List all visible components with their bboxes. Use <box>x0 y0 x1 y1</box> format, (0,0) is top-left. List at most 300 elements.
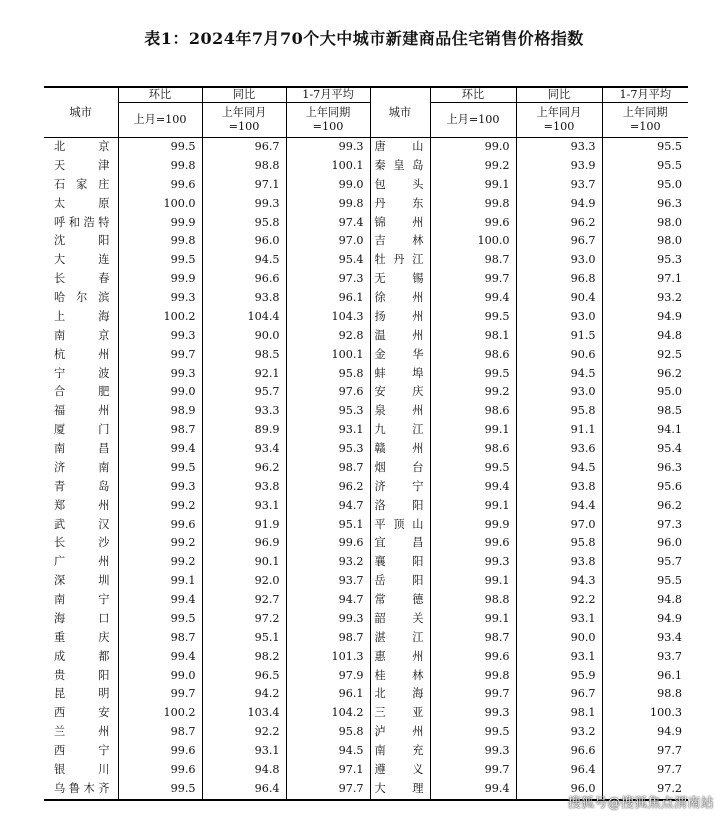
yoy-left-cell: 96.7 <box>202 138 286 157</box>
city-right-cell: 岳阳 <box>370 572 430 591</box>
city-right-cell: 北海 <box>370 685 430 704</box>
table-row <box>44 723 688 742</box>
avg-right-cell: 95.0 <box>602 176 688 195</box>
header-mom-base-right: 上月=100 <box>430 103 516 138</box>
city-left-cell: 深圳 <box>54 574 110 588</box>
mom-right-cell: 99.4 <box>430 780 516 800</box>
avg-left-cell: 99.3 <box>286 138 370 157</box>
mom-left-cell: 99.4 <box>118 648 202 667</box>
avg-right-cell: 97.7 <box>602 761 688 780</box>
mom-left-cell: 99.8 <box>118 157 202 176</box>
yoy-left-cell: 92.0 <box>202 572 286 591</box>
mom-left-cell: 99.9 <box>118 214 202 233</box>
yoy-left-cell: 96.4 <box>202 780 286 800</box>
city-right-cell: 襄阳 <box>370 553 430 572</box>
avg-right-cell: 96.0 <box>602 534 688 553</box>
avg-left-cell: 95.8 <box>286 365 370 384</box>
header-mom-left: 环比 <box>118 87 202 103</box>
table-row <box>44 383 688 402</box>
table-row <box>44 553 688 572</box>
city-right-cell: 唐山 <box>370 138 430 157</box>
avg-left-cell: 99.3 <box>286 610 370 629</box>
table-row <box>44 704 688 723</box>
mom-right-cell: 99.6 <box>430 534 516 553</box>
avg-left-cell: 97.6 <box>286 383 370 402</box>
city-right-cell: 扬州 <box>370 308 430 327</box>
city-left-cell: 南京 <box>54 328 110 342</box>
mom-right-cell: 99.1 <box>430 610 516 629</box>
city-right-cell: 蚌埠 <box>370 365 430 384</box>
table-row <box>44 327 688 346</box>
avg-left-cell: 93.2 <box>286 553 370 572</box>
city-right-cell: 九江 <box>370 421 430 440</box>
yoy-left-cell: 103.4 <box>202 704 286 723</box>
avg-left-cell: 94.7 <box>286 497 370 516</box>
mom-right-cell: 99.7 <box>430 761 516 780</box>
mom-right-cell: 99.4 <box>430 289 516 308</box>
yoy-right-cell: 96.0 <box>516 780 602 800</box>
city-left-cell: 大连 <box>54 253 110 267</box>
city-right-cell: 大理 <box>370 780 430 800</box>
city-left-cell: 乌鲁木齐 <box>44 780 118 800</box>
avg-right-cell: 96.2 <box>602 365 688 384</box>
avg-right-cell: 97.7 <box>602 742 688 761</box>
mom-left-cell: 99.3 <box>118 478 202 497</box>
mom-right-cell: 99.1 <box>430 497 516 516</box>
avg-right-cell: 93.4 <box>602 629 688 648</box>
avg-left-cell: 97.0 <box>286 232 370 251</box>
city-left-cell: 济南 <box>54 460 110 474</box>
city-right-cell: 烟台 <box>370 459 430 478</box>
avg-left-cell: 95.4 <box>286 251 370 270</box>
city-right-cell: 宜昌 <box>370 534 430 553</box>
mom-left-cell: 99.4 <box>118 591 202 610</box>
city-left-cell: 福州 <box>54 404 110 418</box>
city-right-cell: 桂林 <box>370 667 430 686</box>
mom-left-cell: 99.6 <box>118 742 202 761</box>
city-left-cell: 杭州 <box>54 347 110 361</box>
yoy-left-cell: 95.8 <box>202 214 286 233</box>
mom-left-cell: 99.8 <box>118 232 202 251</box>
table-row <box>44 648 688 667</box>
yoy-right-cell: 94.5 <box>516 365 602 384</box>
city-left-cell: 兰州 <box>54 725 110 739</box>
avg-right-cell: 96.1 <box>602 667 688 686</box>
city-left-cell: 贵阳 <box>54 668 110 682</box>
avg-left-cell: 97.7 <box>286 780 370 800</box>
mom-left-cell: 99.5 <box>118 251 202 270</box>
yoy-left-cell: 92.7 <box>202 591 286 610</box>
yoy-left-cell: 94.2 <box>202 685 286 704</box>
header-city-left: 城市 <box>44 87 118 138</box>
yoy-right-cell: 93.7 <box>516 176 602 195</box>
yoy-right-cell: 92.2 <box>516 591 602 610</box>
avg-left-cell: 94.7 <box>286 591 370 610</box>
yoy-right-cell: 93.9 <box>516 157 602 176</box>
city-left-cell: 太原 <box>54 196 110 210</box>
mom-left-cell: 98.7 <box>118 629 202 648</box>
avg-right-cell: 92.5 <box>602 346 688 365</box>
mom-right-cell: 98.6 <box>430 402 516 421</box>
yoy-left-cell: 97.2 <box>202 610 286 629</box>
city-left-cell: 西安 <box>54 706 110 720</box>
mom-right-cell: 98.1 <box>430 327 516 346</box>
yoy-right-cell: 98.1 <box>516 704 602 723</box>
mom-left-cell: 99.2 <box>118 534 202 553</box>
avg-left-cell: 94.5 <box>286 742 370 761</box>
city-right-cell: 丹东 <box>370 195 430 214</box>
city-left-cell: 呼和浩特 <box>54 215 110 229</box>
avg-left-cell: 92.8 <box>286 327 370 346</box>
avg-left-cell: 104.2 <box>286 704 370 723</box>
table-row <box>44 346 688 365</box>
yoy-left-cell: 94.5 <box>202 251 286 270</box>
mom-right-cell: 99.9 <box>430 516 516 535</box>
yoy-left-cell: 94.8 <box>202 761 286 780</box>
yoy-left-cell: 90.0 <box>202 327 286 346</box>
city-left-cell: 沈阳 <box>54 234 110 248</box>
mom-left-cell: 98.7 <box>118 421 202 440</box>
city-left-cell: 银川 <box>54 762 110 776</box>
yoy-right-cell: 95.9 <box>516 667 602 686</box>
avg-left-cell: 99.6 <box>286 534 370 553</box>
city-right-cell: 包头 <box>370 176 430 195</box>
mom-right-cell: 98.6 <box>430 346 516 365</box>
mom-right-cell: 99.5 <box>430 308 516 327</box>
yoy-left-cell: 98.8 <box>202 157 286 176</box>
city-right-cell: 安庆 <box>370 383 430 402</box>
city-left-cell: 石家庄 <box>54 177 110 191</box>
city-right-cell: 吉林 <box>370 232 430 251</box>
mom-left-cell: 99.0 <box>118 383 202 402</box>
mom-left-cell: 99.6 <box>118 761 202 780</box>
mom-right-cell: 99.1 <box>430 572 516 591</box>
city-right-cell: 无锡 <box>370 270 430 289</box>
avg-right-cell: 95.4 <box>602 440 688 459</box>
avg-right-cell: 95.5 <box>602 157 688 176</box>
avg-right-cell: 94.8 <box>602 591 688 610</box>
yoy-left-cell: 89.9 <box>202 421 286 440</box>
table-row <box>44 761 688 780</box>
yoy-left-cell: 96.0 <box>202 232 286 251</box>
mom-right-cell: 99.2 <box>430 157 516 176</box>
yoy-right-cell: 96.4 <box>516 761 602 780</box>
city-right-cell: 遵义 <box>370 761 430 780</box>
yoy-left-cell: 96.5 <box>202 667 286 686</box>
city-right-cell: 常德 <box>370 591 430 610</box>
avg-left-cell: 99.0 <box>286 176 370 195</box>
avg-right-cell: 93.7 <box>602 648 688 667</box>
city-left-cell: 成都 <box>54 649 110 663</box>
mom-left-cell: 99.5 <box>118 610 202 629</box>
city-right-cell: 牡丹江 <box>370 251 430 270</box>
yoy-left-cell: 93.3 <box>202 402 286 421</box>
yoy-left-cell: 96.6 <box>202 270 286 289</box>
table-row <box>44 138 688 157</box>
mom-left-cell: 99.7 <box>118 685 202 704</box>
yoy-left-cell: 95.7 <box>202 383 286 402</box>
city-left-cell: 长春 <box>54 272 110 286</box>
avg-left-cell: 95.8 <box>286 723 370 742</box>
mom-right-cell: 99.1 <box>430 421 516 440</box>
city-left-cell: 南宁 <box>54 593 110 606</box>
avg-right-cell: 95.7 <box>602 553 688 572</box>
city-right-cell: 泉州 <box>370 402 430 421</box>
mom-right-cell: 99.3 <box>430 742 516 761</box>
avg-right-cell: 98.5 <box>602 402 688 421</box>
avg-left-cell: 96.1 <box>286 289 370 308</box>
avg-right-cell: 96.3 <box>602 459 688 478</box>
yoy-left-cell: 98.5 <box>202 346 286 365</box>
avg-left-cell: 98.7 <box>286 459 370 478</box>
table-row <box>44 667 688 686</box>
yoy-right-cell: 91.1 <box>516 421 602 440</box>
table-row <box>44 742 688 761</box>
yoy-right-cell: 93.0 <box>516 251 602 270</box>
yoy-right-cell: 93.6 <box>516 440 602 459</box>
header-city-right: 城市 <box>370 87 430 138</box>
mom-right-cell: 99.3 <box>430 553 516 572</box>
avg-right-cell: 95.0 <box>602 383 688 402</box>
yoy-right-cell: 93.3 <box>516 138 602 157</box>
city-right-cell: 平顶山 <box>370 516 430 535</box>
yoy-right-cell: 94.9 <box>516 195 602 214</box>
mom-right-cell: 99.6 <box>430 214 516 233</box>
avg-left-cell: 97.9 <box>286 667 370 686</box>
mom-left-cell: 99.3 <box>118 289 202 308</box>
table-row <box>44 629 688 648</box>
table-row <box>44 534 688 553</box>
avg-left-cell: 96.1 <box>286 685 370 704</box>
avg-right-cell: 100.3 <box>602 704 688 723</box>
city-left-cell: 青岛 <box>54 479 110 493</box>
yoy-right-cell: 96.7 <box>516 685 602 704</box>
mom-right-cell: 98.7 <box>430 629 516 648</box>
avg-right-cell: 98.0 <box>602 232 688 251</box>
price-index-table <box>44 86 688 801</box>
mom-left-cell: 98.9 <box>118 402 202 421</box>
yoy-right-cell: 90.6 <box>516 346 602 365</box>
yoy-right-cell: 90.0 <box>516 629 602 648</box>
avg-right-cell: 97.3 <box>602 516 688 535</box>
mom-left-cell: 99.3 <box>118 327 202 346</box>
avg-left-cell: 95.3 <box>286 440 370 459</box>
city-left-cell: 上海 <box>54 309 110 323</box>
mom-right-cell: 99.5 <box>430 459 516 478</box>
mom-right-cell: 99.7 <box>430 270 516 289</box>
header-avg-left: 1-7月平均 <box>286 87 370 103</box>
city-left-cell: 昆明 <box>54 687 110 701</box>
mom-right-cell: 99.4 <box>430 478 516 497</box>
mom-left-cell: 99.2 <box>118 553 202 572</box>
mom-right-cell: 100.0 <box>430 232 516 251</box>
mom-right-cell: 98.8 <box>430 591 516 610</box>
mom-left-cell: 99.6 <box>118 516 202 535</box>
avg-left-cell: 104.3 <box>286 308 370 327</box>
header-yoy-base-left: 上年同月 =100 <box>202 103 286 138</box>
watermark: 搜狐号@搜狐焦点渭南站 <box>567 796 714 811</box>
mom-right-cell: 99.5 <box>430 723 516 742</box>
yoy-left-cell: 93.8 <box>202 289 286 308</box>
avg-left-cell: 96.2 <box>286 478 370 497</box>
city-right-cell: 洛阳 <box>370 497 430 516</box>
avg-left-cell: 95.3 <box>286 402 370 421</box>
city-right-cell: 济宁 <box>370 478 430 497</box>
table-body <box>44 138 688 800</box>
yoy-right-cell: 93.8 <box>516 478 602 497</box>
header-yoy-right: 同比 <box>516 87 602 103</box>
avg-left-cell: 93.1 <box>286 421 370 440</box>
table-row <box>44 270 688 289</box>
city-right-cell: 秦皇岛 <box>370 157 430 176</box>
mom-left-cell: 100.0 <box>118 195 202 214</box>
mom-left-cell: 99.7 <box>118 346 202 365</box>
city-right-cell: 温州 <box>370 327 430 346</box>
yoy-left-cell: 97.1 <box>202 176 286 195</box>
city-left-cell: 天津 <box>54 158 110 172</box>
city-left-cell: 长沙 <box>54 536 110 550</box>
mom-left-cell: 100.2 <box>118 704 202 723</box>
table-row <box>44 421 688 440</box>
avg-right-cell: 94.9 <box>602 610 688 629</box>
mom-left-cell: 100.2 <box>118 308 202 327</box>
table-row <box>44 176 688 195</box>
avg-right-cell: 95.3 <box>602 251 688 270</box>
table-row <box>44 459 688 478</box>
table-row <box>44 478 688 497</box>
avg-right-cell: 94.1 <box>602 421 688 440</box>
avg-left-cell: 98.7 <box>286 629 370 648</box>
yoy-left-cell: 93.1 <box>202 742 286 761</box>
table-row <box>44 214 688 233</box>
city-left-cell: 武汉 <box>54 517 110 531</box>
table-row <box>44 591 688 610</box>
yoy-left-cell: 90.1 <box>202 553 286 572</box>
city-left-cell: 海口 <box>54 611 110 625</box>
yoy-left-cell: 93.4 <box>202 440 286 459</box>
yoy-left-cell: 92.2 <box>202 723 286 742</box>
city-left-cell: 哈尔滨 <box>54 291 110 304</box>
mom-left-cell: 98.7 <box>118 723 202 742</box>
yoy-left-cell: 98.2 <box>202 648 286 667</box>
yoy-right-cell: 96.8 <box>516 270 602 289</box>
mom-left-cell: 99.5 <box>118 138 202 157</box>
table-row <box>44 289 688 308</box>
yoy-right-cell: 96.6 <box>516 742 602 761</box>
city-right-cell: 金华 <box>370 346 430 365</box>
city-right-cell: 南充 <box>370 742 430 761</box>
avg-left-cell: 101.3 <box>286 648 370 667</box>
mom-right-cell: 99.7 <box>430 685 516 704</box>
yoy-right-cell: 93.0 <box>516 383 602 402</box>
mom-right-cell: 99.2 <box>430 383 516 402</box>
avg-right-cell: 94.9 <box>602 308 688 327</box>
avg-right-cell: 95.5 <box>602 572 688 591</box>
table-row <box>44 516 688 535</box>
mom-right-cell: 99.6 <box>430 648 516 667</box>
yoy-right-cell: 93.1 <box>516 610 602 629</box>
yoy-right-cell: 95.8 <box>516 402 602 421</box>
mom-left-cell: 99.6 <box>118 176 202 195</box>
table-row <box>44 572 688 591</box>
city-right-cell: 泸州 <box>370 723 430 742</box>
yoy-right-cell: 93.1 <box>516 648 602 667</box>
table-row <box>44 365 688 384</box>
yoy-left-cell: 93.8 <box>202 478 286 497</box>
avg-left-cell: 97.3 <box>286 270 370 289</box>
table-row <box>44 610 688 629</box>
mom-left-cell: 99.0 <box>118 667 202 686</box>
mom-right-cell: 99.0 <box>430 138 516 157</box>
avg-right-cell: 98.0 <box>602 214 688 233</box>
mom-right-cell: 99.8 <box>430 667 516 686</box>
city-left-cell: 南昌 <box>54 442 110 455</box>
avg-right-cell: 93.2 <box>602 289 688 308</box>
mom-left-cell: 99.5 <box>118 459 202 478</box>
mom-right-cell: 98.7 <box>430 251 516 270</box>
city-right-cell: 韶关 <box>370 610 430 629</box>
yoy-left-cell: 91.9 <box>202 516 286 535</box>
yoy-right-cell: 93.0 <box>516 308 602 327</box>
avg-right-cell: 97.2 <box>602 780 688 800</box>
mom-right-cell: 98.6 <box>430 440 516 459</box>
yoy-left-cell: 99.3 <box>202 195 286 214</box>
header-mom-base-left: 上月=100 <box>118 103 202 138</box>
table-row <box>44 497 688 516</box>
table-row <box>44 251 688 270</box>
mom-left-cell: 99.4 <box>118 440 202 459</box>
table-row <box>44 308 688 327</box>
yoy-right-cell: 94.5 <box>516 459 602 478</box>
table-row <box>44 232 688 251</box>
yoy-right-cell: 94.3 <box>516 572 602 591</box>
header-avg-base-left: 上年同期 =100 <box>286 103 370 138</box>
avg-right-cell: 98.8 <box>602 685 688 704</box>
yoy-left-cell: 92.1 <box>202 365 286 384</box>
table-row <box>44 440 688 459</box>
city-left-cell: 重庆 <box>54 630 110 644</box>
avg-right-cell: 94.8 <box>602 327 688 346</box>
avg-right-cell: 95.6 <box>602 478 688 497</box>
avg-left-cell: 100.1 <box>286 157 370 176</box>
city-right-cell: 赣州 <box>370 440 430 459</box>
table-row <box>44 402 688 421</box>
page-title: 表1：2024年7月70个大中城市新建商品住宅销售价格指数 <box>144 29 584 48</box>
yoy-right-cell: 90.4 <box>516 289 602 308</box>
mom-right-cell: 99.1 <box>430 176 516 195</box>
mom-left-cell: 99.9 <box>118 270 202 289</box>
yoy-left-cell: 96.9 <box>202 534 286 553</box>
city-left-cell: 广州 <box>54 555 110 569</box>
yoy-left-cell: 93.1 <box>202 497 286 516</box>
yoy-left-cell: 96.2 <box>202 459 286 478</box>
mom-right-cell: 99.3 <box>430 704 516 723</box>
avg-left-cell: 100.1 <box>286 346 370 365</box>
city-left-cell: 合肥 <box>54 385 110 399</box>
yoy-right-cell: 95.8 <box>516 534 602 553</box>
city-left-cell: 厦门 <box>54 423 110 437</box>
city-right-cell: 湛江 <box>370 629 430 648</box>
yoy-right-cell: 93.2 <box>516 723 602 742</box>
city-right-cell: 惠州 <box>370 648 430 667</box>
table-row <box>44 157 688 176</box>
yoy-right-cell: 96.2 <box>516 214 602 233</box>
table-row <box>44 195 688 214</box>
mom-left-cell: 99.5 <box>118 780 202 800</box>
mom-left-cell: 99.1 <box>118 572 202 591</box>
mom-left-cell: 99.3 <box>118 365 202 384</box>
avg-right-cell: 96.3 <box>602 195 688 214</box>
